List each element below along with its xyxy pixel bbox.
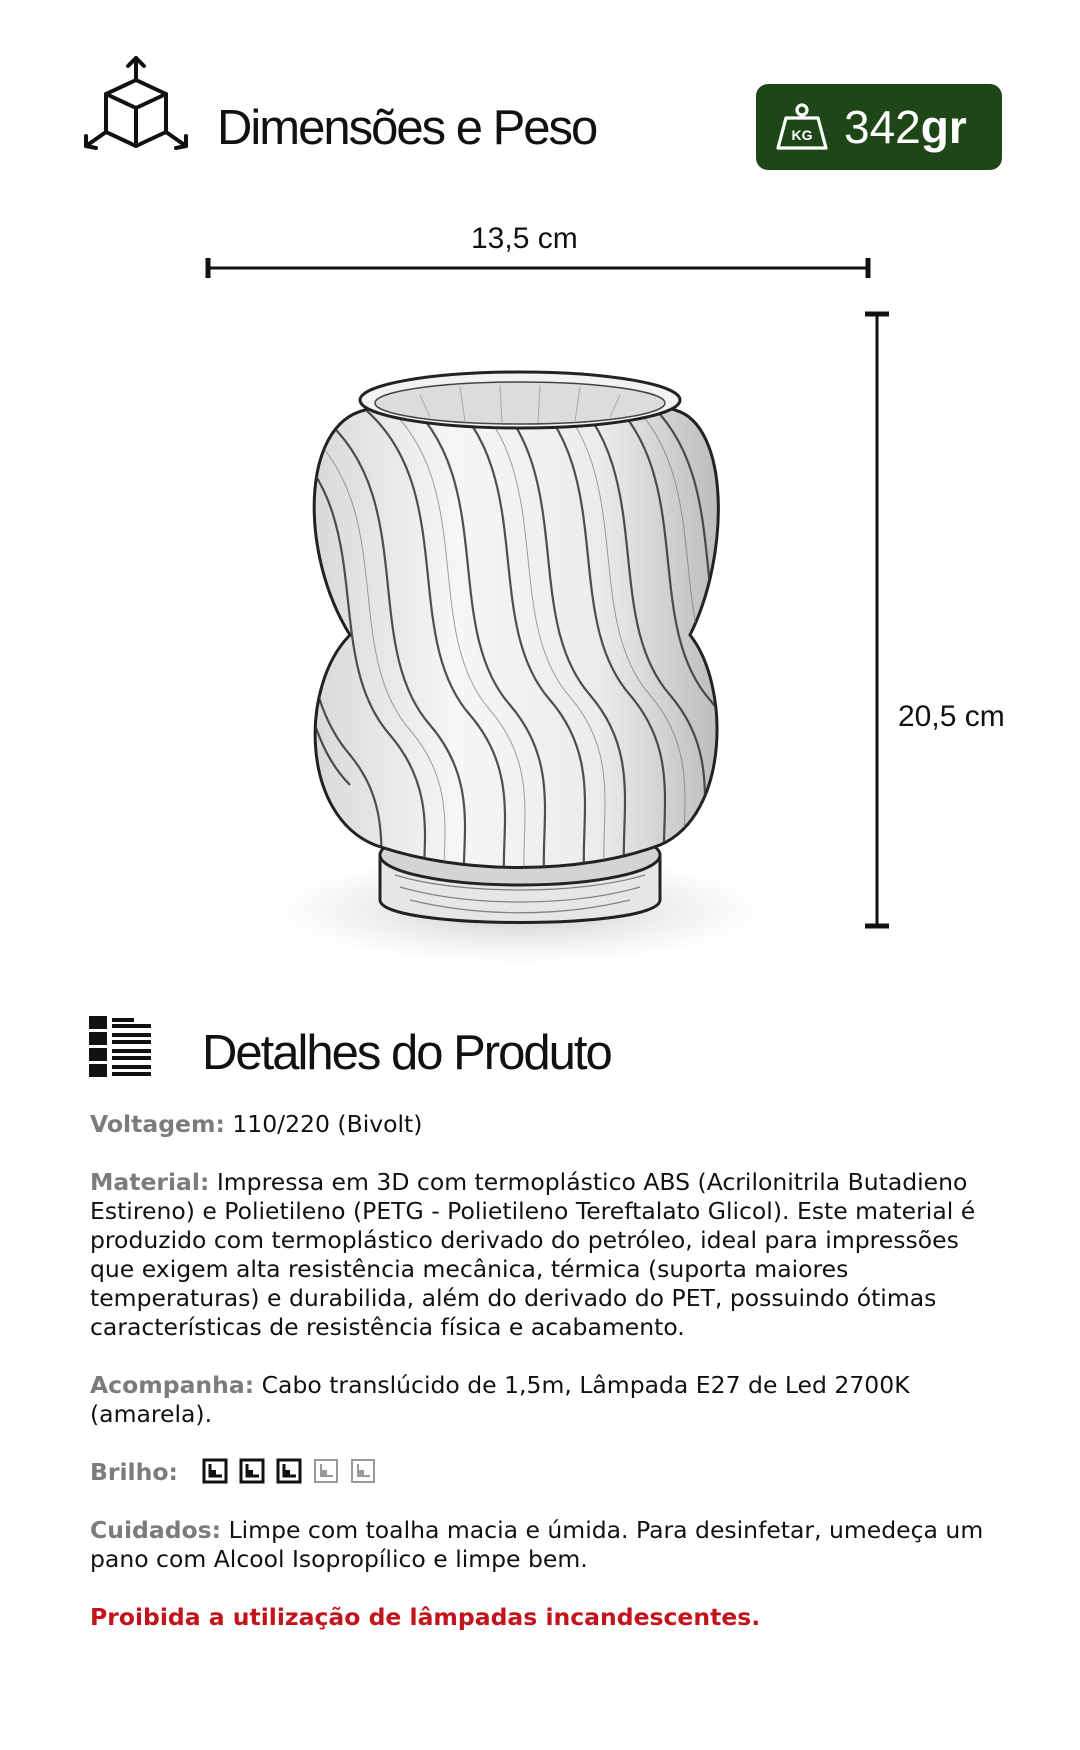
brightness-row xyxy=(90,1458,990,1487)
lamp-sketch-image xyxy=(260,355,780,995)
brightness-label: Brilho: xyxy=(90,1458,178,1486)
kg-weight-icon xyxy=(774,102,830,152)
material-label: Material: xyxy=(90,1168,210,1196)
brightness-rating xyxy=(202,1458,387,1484)
includes-value: Cabo translúcido de 1,5m, Lâmpada E27 de Led 2700K (amarela). xyxy=(90,1371,910,1428)
care-label: Cuidados: xyxy=(90,1516,222,1544)
warning-text: Proibida a utilização de lâmpadas incandescentes. xyxy=(90,1603,761,1631)
cube-dimensions-icon xyxy=(80,54,192,160)
width-label: 13,5 cm xyxy=(471,222,578,255)
brightness-icon-filled xyxy=(239,1458,265,1484)
list-details-icon xyxy=(89,1016,151,1078)
weight-badge xyxy=(756,84,1002,170)
voltage-label: Voltagem: xyxy=(90,1110,225,1138)
voltage-row xyxy=(90,1110,990,1139)
material-row xyxy=(90,1168,990,1342)
height-dimension-line xyxy=(864,308,890,932)
width-dimension-line xyxy=(200,255,876,281)
material-value: Impressa em 3D com termoplástico ABS (Acrilonitrila Butadieno Estireno) e Polietileno (PETG - Polietileno Tereftalato Glicol). Este material é produzido com termoplástico derivado do petróleo, ideal para impressões que exigem alta resistência mecânica, térmica (suporta maiores temperaturas) e durabilida, além do derivado do PET, possuindo ótimas características de resistência física e acabamento. xyxy=(90,1168,976,1341)
brightness-icon-empty xyxy=(350,1458,376,1484)
weight-number: 342 xyxy=(844,101,921,153)
voltage-value: 110/220 (Bivolt) xyxy=(232,1110,423,1138)
brightness-icon-filled xyxy=(276,1458,302,1484)
brightness-icon-filled xyxy=(202,1458,228,1484)
brightness-icon-empty xyxy=(313,1458,339,1484)
product-details xyxy=(90,1110,990,1661)
includes-row xyxy=(90,1371,990,1429)
details-title: Detalhes do Produto xyxy=(202,1026,611,1080)
height-label: 20,5 cm xyxy=(898,700,1005,733)
kg-icon-text: KG xyxy=(791,127,813,143)
weight-unit: gr xyxy=(920,101,967,153)
dimensions-title: Dimensões e Peso xyxy=(217,101,597,155)
includes-label: Acompanha: xyxy=(90,1371,255,1399)
care-value: Limpe com toalha macia e úmida. Para desinfetar, umedeça um pano com Alcool Isopropílico e limpe bem. xyxy=(90,1516,984,1573)
care-row xyxy=(90,1516,990,1574)
weight-value xyxy=(844,100,967,154)
